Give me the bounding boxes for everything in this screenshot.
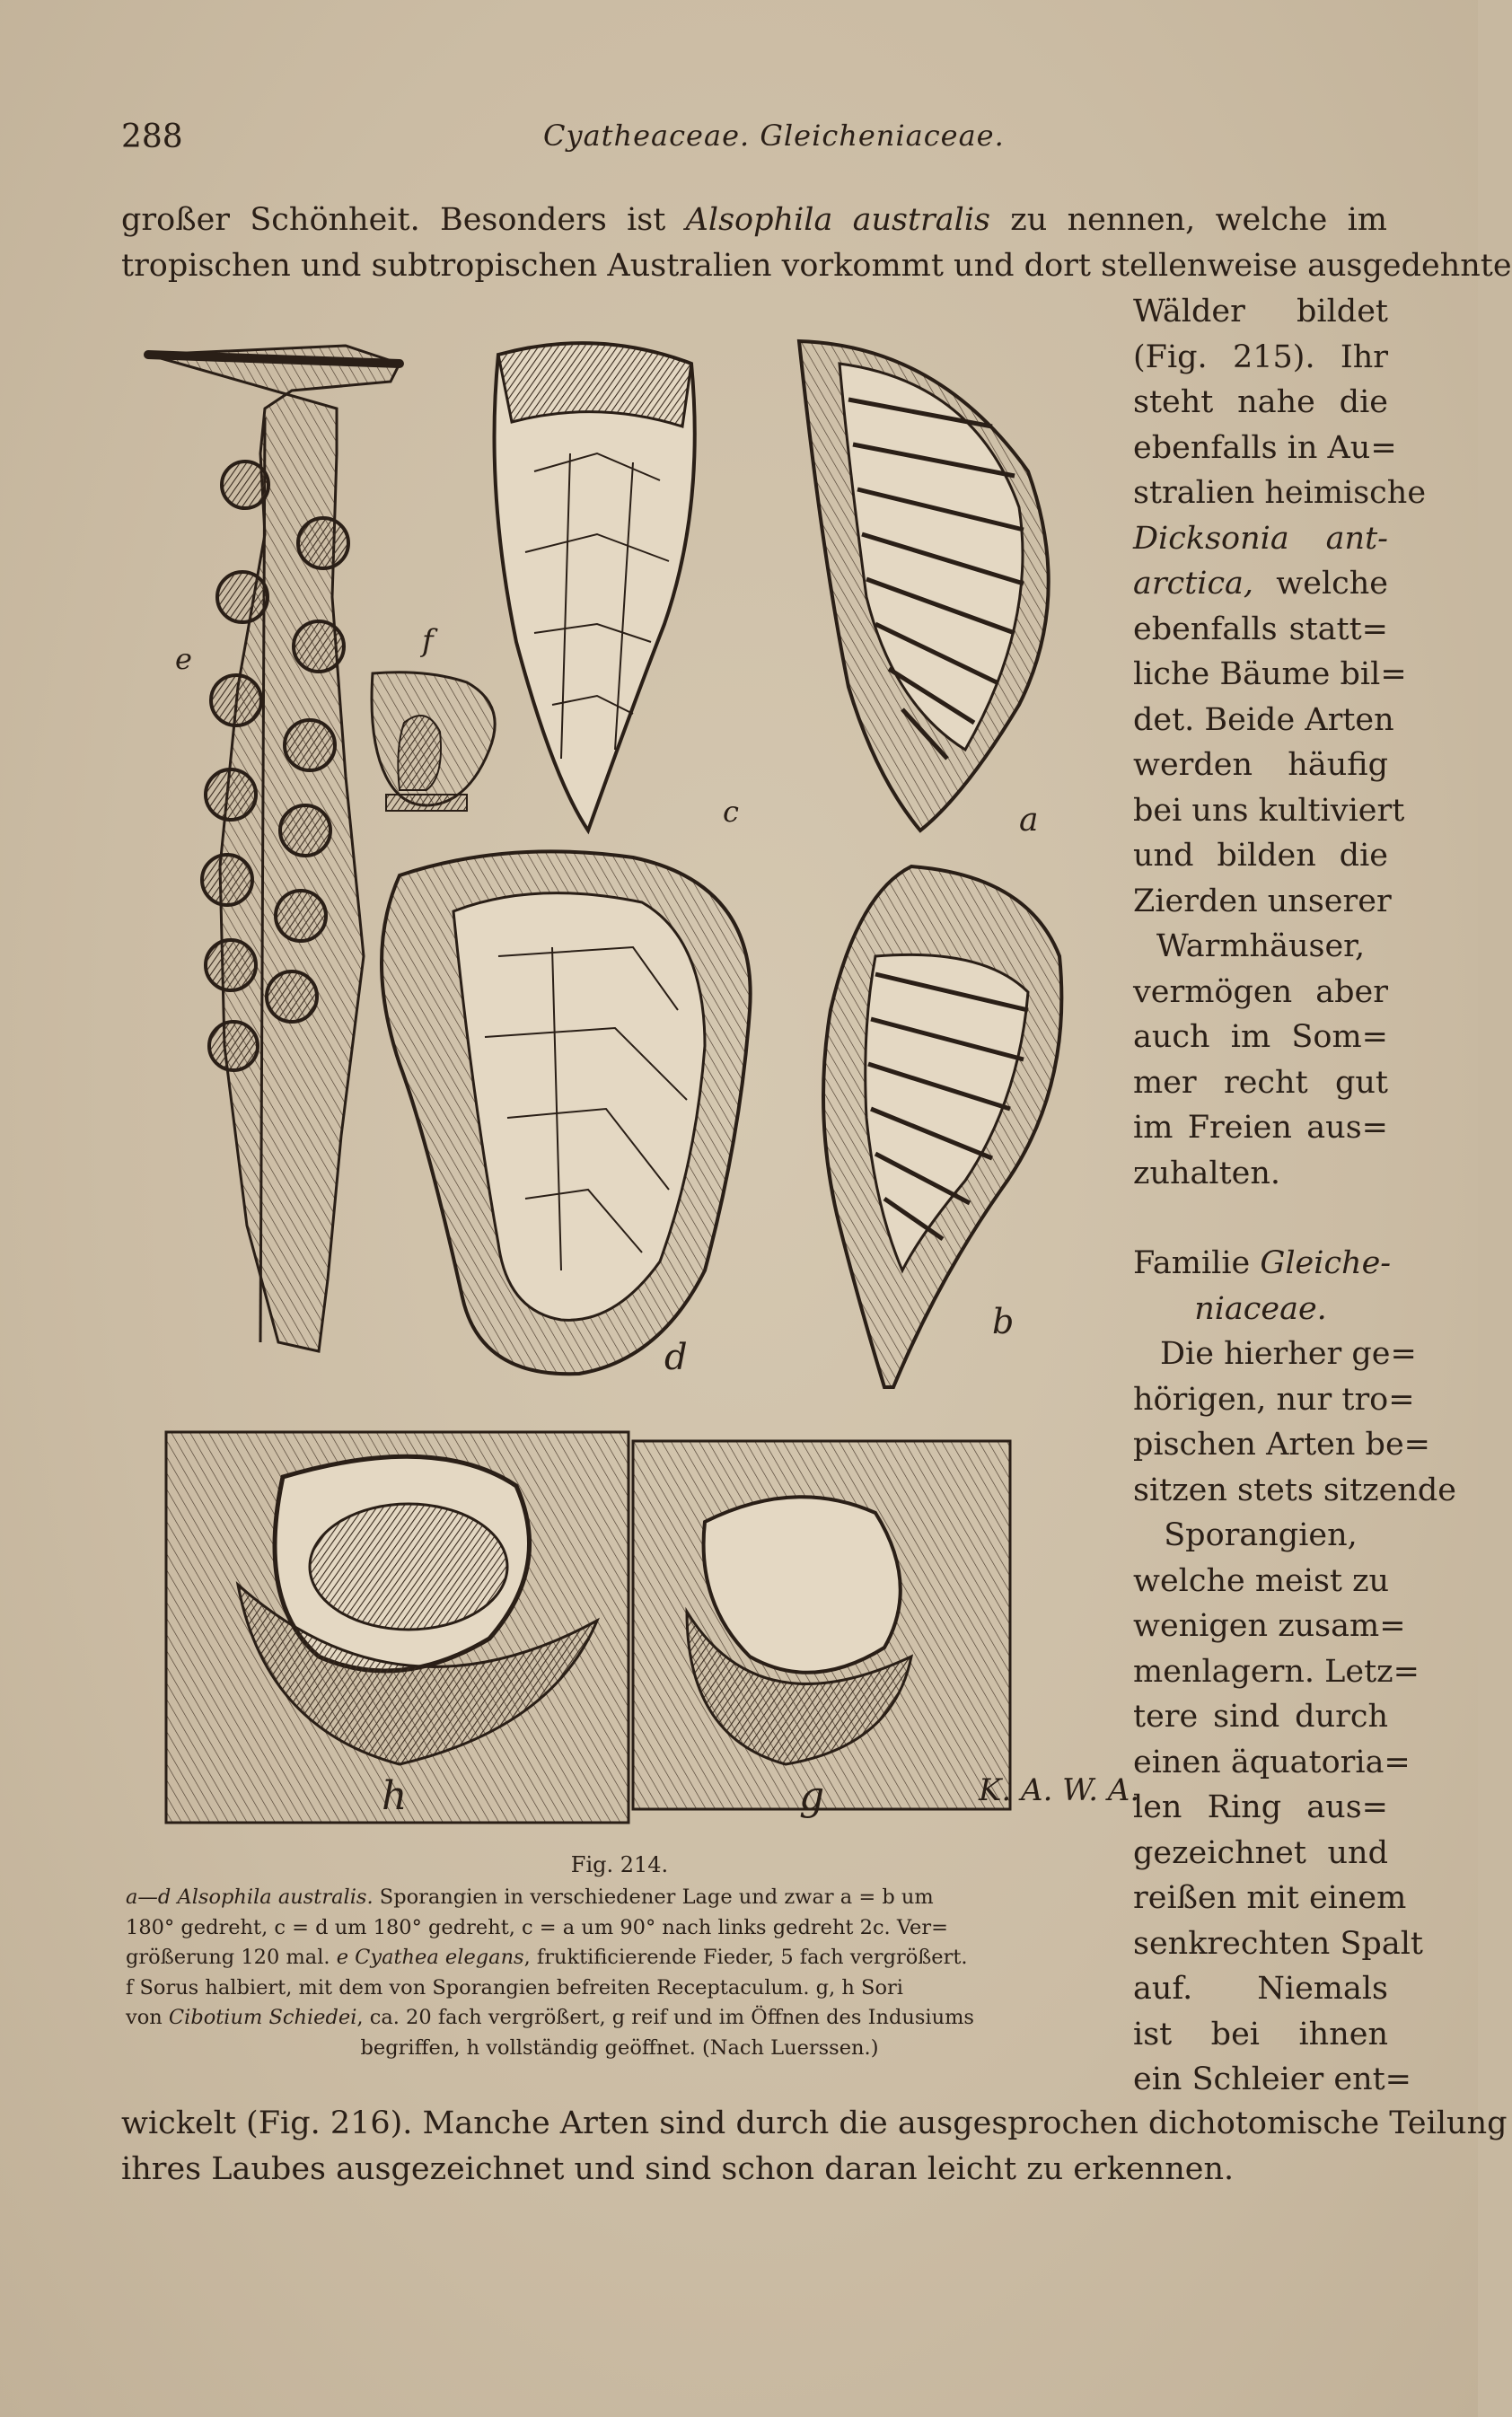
family-line: sitzen stets sitzende	[1133, 1472, 1456, 1508]
panel-label: h	[382, 1773, 408, 1819]
right-line: und bilden die	[1133, 838, 1388, 874]
page-number: 288	[121, 119, 183, 155]
panel-label: g	[799, 1773, 825, 1819]
panel-b-sporangium	[823, 866, 1061, 1387]
figure-214-illustration	[130, 328, 1140, 1836]
caption-line: größerung 120 mal. e Cyathea elegans, fruktificierende Fieder, 5 fach vergrößert.	[126, 1946, 968, 1969]
family-line: Die hierher ge=	[1160, 1336, 1417, 1372]
right-line: Wälder bildet	[1133, 294, 1388, 330]
right-line: mer recht gut	[1133, 1064, 1388, 1101]
right-line: im Freien aus=	[1133, 1110, 1388, 1146]
caption-line: a—d Alsophila australis. Sporangien in verschiedener Lage und zwar a = b um	[126, 1885, 934, 1909]
outro-line-1: wickelt (Fig. 216). Manche Arten sind durch die ausgesprochen dichotomische Teilung	[121, 2105, 1508, 2141]
family-heading: niaceae.	[1194, 1290, 1327, 1327]
right-line: zuhalten.	[1133, 1155, 1281, 1191]
intro-paragraph	[121, 198, 1512, 288]
panel-label: d	[664, 1337, 688, 1378]
panel-label: b	[992, 1302, 1015, 1341]
caption-line: von Cibotium Schiedei, ca. 20 fach vergrößert, g reif und im Öffnen des Indusiums	[126, 2006, 974, 2029]
species-line: Dicksonia ant-	[1133, 520, 1388, 557]
family-line: welche meist zu	[1133, 1562, 1390, 1599]
family-line: tere sind durch	[1133, 1699, 1388, 1735]
panel-label: e	[175, 642, 192, 676]
right-line: werden häufig	[1133, 747, 1388, 783]
right-line: Zierden unserer	[1133, 883, 1392, 919]
panel-e-pinna	[148, 346, 400, 1351]
right-line: det. Beide Arten	[1133, 701, 1394, 738]
intro-line-1: großer Schönheit. Besonders ist Alsophila australis zu nennen, welche im	[121, 202, 1387, 238]
panel-label: c	[723, 795, 739, 829]
family-line: len Ring aus=	[1133, 1789, 1388, 1825]
outro-paragraph	[121, 2101, 1508, 2192]
running-title: Cyatheaceae. Gleicheniaceae.	[543, 119, 1005, 153]
species-name: Alsophila australis	[685, 202, 991, 238]
figure-number: Fig. 214.	[570, 1852, 669, 1877]
figure-caption	[126, 1852, 1113, 2063]
family-heading: Familie Gleiche-	[1133, 1245, 1392, 1281]
family-line: einen äquatoria=	[1133, 1744, 1411, 1780]
panel-g-sorus	[633, 1441, 1010, 1809]
caption-body	[126, 1883, 1113, 2063]
right-line: Warmhäuser,	[1156, 928, 1366, 964]
panel-label: a	[1019, 802, 1039, 839]
family-line: reißen mit einem	[1133, 1880, 1407, 1916]
family-line: senkrechten Spalt	[1133, 1925, 1423, 1962]
fern-sporangia-engraving	[130, 328, 1140, 1836]
right-line: bei uns kultiviert	[1133, 792, 1405, 829]
caption-line: 180° gedreht, c = d um 180° gedreht, c = a um 90° nach links gedreht 2c. Ver=	[126, 1915, 948, 1939]
caption-line: f Sorus halbiert, mit dem von Sporangien befreiten Receptaculum. g, h Sori	[126, 1975, 903, 2000]
right-line: ebenfalls in Au=	[1133, 429, 1397, 466]
family-line: gezeichnet und	[1133, 1834, 1388, 1871]
right-line: (Fig. 215). Ihr	[1133, 338, 1388, 375]
caption-line: begriffen, h vollständig geöffnet. (Nach Luerssen.)	[360, 2035, 879, 2060]
family-line: pischen Arten be=	[1133, 1427, 1430, 1463]
panel-c-sporangium	[495, 343, 695, 831]
panel-h-sorus	[166, 1432, 629, 1823]
panel-label: f	[422, 623, 434, 659]
panel-f-sorus	[372, 672, 495, 811]
page-header	[121, 119, 1370, 163]
family-line: wenigen zusam=	[1133, 1608, 1406, 1644]
engraver-signature: K. A. W. A.	[979, 1772, 1140, 1808]
intro-line-2: tropischen und subtropischen Australien vorkommt und dort stellenweise ausgedehnte	[121, 247, 1512, 284]
family-line: Sporangien,	[1164, 1517, 1358, 1553]
right-line: ebenfalls statt=	[1133, 611, 1388, 647]
species-line: arctica, welche	[1133, 566, 1388, 602]
family-line: hörigen, nur tro=	[1133, 1381, 1415, 1418]
family-line: auf. Niemals	[1133, 1971, 1388, 2007]
right-line: vermögen aber	[1133, 973, 1388, 1010]
right-line: steht nahe die	[1133, 384, 1388, 420]
family-line: ist bei ihnen	[1133, 2016, 1388, 2052]
right-line: stralien heimische	[1133, 475, 1427, 511]
family-line: ein Schleier ent=	[1133, 2061, 1412, 2097]
right-line: liche Bäume bil=	[1133, 656, 1407, 692]
right-column-text	[1133, 289, 1456, 2103]
panel-a-sporangium	[799, 341, 1049, 831]
panel-d-sporangium	[382, 851, 751, 1374]
family-line: menlagern. Letz=	[1133, 1653, 1420, 1690]
outro-line-2: ihres Laubes ausgezeichnet und sind schon daran leicht zu erkennen.	[121, 2150, 1235, 2187]
right-line: auch im Som=	[1133, 1019, 1388, 1055]
